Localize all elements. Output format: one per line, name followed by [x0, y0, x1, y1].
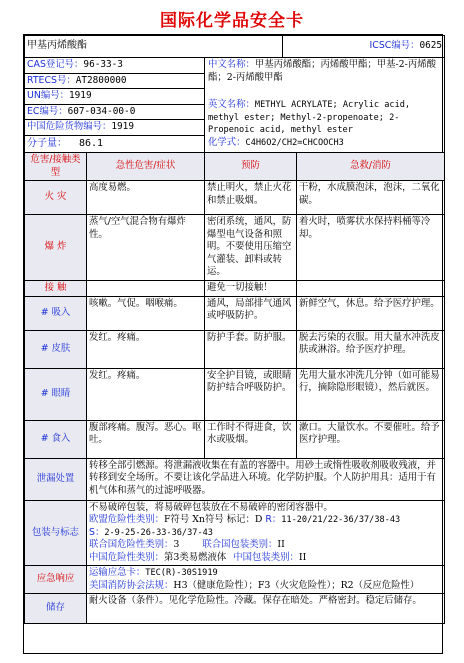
prevention-cell: 密闭系统，通风，防爆型电气设备和照明。不要使用压缩空气灌装、卸料或转运。 — [205, 215, 297, 281]
hazard-type: # 吸入 — [25, 296, 87, 330]
icsc-label: ICSC编号： — [369, 40, 420, 52]
packaging-text — [87, 500, 445, 566]
formula-label: 化学式： — [208, 136, 246, 148]
identity-row — [25, 58, 445, 153]
nfpa-label: 美国消防协会法规： — [89, 579, 174, 591]
prevention-cell: 安全护目镜，或眼睛防护结合呼吸防护。 — [205, 368, 297, 420]
un-pack-label: 联合国包装类别： — [202, 539, 278, 550]
emergency-label: 应急响应 — [25, 566, 87, 594]
en-name-label: 英文名称： — [208, 99, 255, 110]
un-class-label: 联合国危险性类别： — [89, 539, 174, 550]
hazard-type: 接 触 — [25, 280, 87, 296]
spill-row — [25, 458, 445, 500]
header-row — [25, 36, 445, 58]
names-block — [205, 58, 445, 153]
page-title: 国际化学品安全卡 — [160, 11, 304, 31]
symptom-cell: 蒸气/空气混合物有爆炸性。 — [87, 215, 205, 281]
symptom-cell: 高度易燃。 — [87, 181, 205, 215]
symptom-cell — [87, 280, 205, 296]
cn-pack-value: II — [298, 551, 307, 563]
hazard-type: # 食入 — [25, 420, 87, 458]
hazard-row-skin — [25, 330, 445, 368]
storage-row — [25, 594, 445, 624]
r-phrase-value: 11-20/21/22-36/37/38-43 — [281, 515, 401, 525]
cn-class-value: 第3类易燃液体 — [164, 551, 227, 563]
cn-name-value: 甲基丙烯酸酯；丙烯酸甲酯；甲基-2-丙烯酸酯；2-丙烯酸甲酯 — [208, 59, 436, 83]
prevention-cell: 通风，局部排气通风或呼吸防护。 — [205, 296, 297, 330]
un-label: UN编号： — [27, 90, 70, 101]
formula-value: C4H6O2/CH2=CHCOOCH3 — [245, 137, 344, 148]
first-aid-cell — [297, 280, 445, 296]
identifiers-block — [25, 58, 205, 153]
prevention-cell: 禁止明火，禁止火花和禁止吸烟。 — [205, 181, 297, 215]
cas-value: 96-33-3 — [83, 59, 123, 70]
cn-pack-label: 中国包装类别： — [233, 551, 299, 563]
r-phrase-label: R： — [265, 514, 282, 525]
un-pack-value: II — [277, 539, 285, 550]
symptom-cell: 发红。疼痛。 — [87, 368, 205, 420]
hazard-row-explosion — [25, 215, 445, 281]
spill-label: 泄漏处置 — [25, 458, 87, 500]
emergency-row — [25, 566, 445, 594]
col-first-aid: 急救/消防 — [297, 153, 445, 181]
ec-label: EC编号： — [27, 105, 68, 117]
first-aid-cell: 着火时，喷雾状水保持料桶等冷却。 — [297, 215, 445, 281]
cn-class-label: 中国危险性类别： — [89, 551, 165, 563]
hazard-type: 爆 炸 — [25, 215, 87, 281]
chemical-name: 甲基丙烯酸酯 — [25, 36, 283, 58]
hazard-row-contact — [25, 280, 445, 296]
storage-label: 储存 — [25, 594, 87, 624]
un-value: 1919 — [69, 90, 92, 101]
transport-card-label: 运输应急卡： — [89, 567, 146, 578]
rtecs-value: AT2800000 — [75, 74, 127, 86]
prevention-cell: 避免一切接触！ — [205, 280, 297, 296]
eu-class-value: F符号 Xn符号 标记：D — [164, 514, 263, 525]
s-phrase-value: 2-9-25-26-33-36/37-43 — [104, 527, 213, 538]
safety-card — [23, 34, 443, 654]
icsc-number — [283, 36, 445, 58]
col-type: 危害/接触类型 — [25, 153, 87, 181]
icsc-value: 0625 — [419, 40, 443, 52]
first-aid-cell: 干粉，水成膜泡沫，泡沫，二氧化碳。 — [297, 181, 445, 215]
first-aid-cell: 新鲜空气，休息。给予医疗护理。 — [297, 296, 445, 330]
ec-value: 607-034-00-0 — [67, 105, 136, 117]
first-aid-cell: 先用大量水冲洗几分钟（如可能易行，摘除隐形眼镜），然后就医。 — [297, 368, 445, 420]
spill-text: 转移全部引燃源。将泄漏液收集在有盖的容器中。用砂土或惰性吸收剂吸收残液，并转移到安全场所。不要让该化学品进入环境。化学防护服。个人防护用具：适用于有机气体和蒸气的过滤呼吸器。 — [87, 458, 445, 500]
transport-card-value: TEC(R)-30S1919 — [145, 568, 218, 578]
card-table — [24, 35, 445, 624]
hazard-type: # 皮肤 — [25, 330, 87, 368]
un-class-value: 3 — [173, 539, 180, 550]
s-phrase-label: S： — [89, 526, 105, 538]
hazard-type: 火 灾 — [25, 181, 87, 215]
prevention-cell: 工作时不得进食，饮水或吸烟。 — [205, 420, 297, 458]
cn-name-label: 中文名称： — [208, 59, 255, 70]
mw-value: 86.1 — [79, 137, 104, 149]
prevention-cell: 防护手套。防护服。 — [205, 330, 297, 368]
column-header-row — [25, 153, 445, 181]
packaging-line1: 不易破碎包装，将易破碎包装放在不易破碎的密闭容器中。 — [89, 501, 333, 513]
packaging-row — [25, 500, 445, 566]
hazard-row-eyes — [25, 368, 445, 420]
cn-dg-label: 中国危险货物编号： — [27, 121, 112, 132]
symptom-cell: 发红。疼痛。 — [87, 330, 205, 368]
rtecs-label: RTECS号： — [27, 74, 76, 86]
hazard-row-ingestion — [25, 420, 445, 458]
first-aid-cell: 脱去污染的衣服。用大量水冲洗皮肤或淋浴。给予医疗护理。 — [297, 330, 445, 368]
en-name-value: METHYL ACRYLATE; Acrylic acid, methyl ester; Methyl-2-propenoate; 2-Propenoic acid, methyl ester — [208, 100, 411, 135]
hazard-type: # 眼睛 — [25, 368, 87, 420]
col-symptom: 急性危害/症状 — [87, 153, 205, 181]
cas-label: CAS登记号： — [27, 59, 84, 70]
emergency-text — [87, 566, 445, 594]
nfpa-value: H3（健康危险性）；F3（火灾危险性）；R2（反应危险性） — [173, 579, 420, 591]
col-prevention: 预防 — [205, 153, 297, 181]
hazard-row-fire — [25, 181, 445, 215]
hazard-row-inhalation — [25, 296, 445, 330]
mw-label: 分子量： — [27, 137, 67, 149]
storage-text: 耐火设备（条件）。见化学危险性。冷藏。保存在暗处。严格密封。稳定后储存。 — [87, 594, 445, 624]
packaging-label: 包装与标志 — [25, 500, 87, 566]
symptom-cell: 腹部疼痛。腹泻。恶心。呕吐。 — [87, 420, 205, 458]
cn-dg-value: 1919 — [111, 121, 134, 132]
symptom-cell: 咳嗽。气促。咽喉痛。 — [87, 296, 205, 330]
first-aid-cell: 漱口。大量饮水。不要催吐。给予医疗护理。 — [297, 420, 445, 458]
eu-class-label: 欧盟危险性类别： — [89, 514, 165, 525]
